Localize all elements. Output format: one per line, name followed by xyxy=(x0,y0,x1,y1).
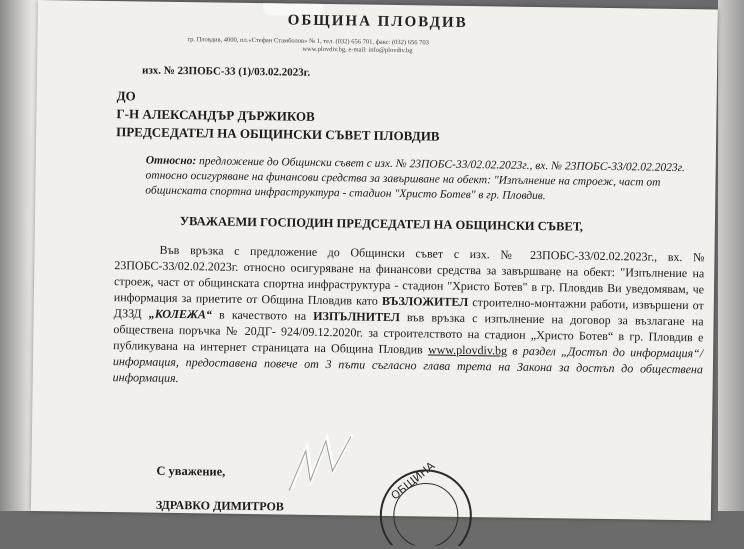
letterhead-title: ОБЩИНА ПЛОВДИВ xyxy=(287,12,468,32)
letterhead-address: гр. Пловдив, 4000, пл.«Стефан Стамболов» № 1, тел. (032) 656 701, факс: (032) 656 703 xyxy=(187,36,429,47)
official-stamp-icon xyxy=(370,455,481,547)
body-bold-contracting-authority: ВЪЗЛОЖИТЕЛ xyxy=(381,293,469,310)
website-link[interactable]: www.plovdiv.bg xyxy=(427,342,508,358)
letter-body xyxy=(113,241,705,393)
body-bold-contractor: ИЗПЪЛНИТЕЛ xyxy=(313,308,400,325)
signature-icon xyxy=(281,428,372,499)
salutation: УВАЖАЕМИ ГОСПОДИН ПРЕДСЕДАТЕЛ НА ОБЩИНСКИ СЪВЕТ, xyxy=(179,214,584,234)
body-text-3: в качеството на xyxy=(211,307,314,323)
letter-page xyxy=(31,0,718,520)
body-text-2: строително-монтажни работи, извършени от ДЗЗД xyxy=(113,295,704,321)
body-text-4: във връзка с изпълнение на договор за възлагане на обществена поръчка № 20ДГ- 924/09.12.2020г. за строителството на стадион „Христо Ботев“ в гр. Пловдив е публикувана на интернет страницата на Община Пловдив xyxy=(113,310,704,357)
body-text-1: Във връзка с предложение до Общински съвет с изх. № 23ПОБС-33/02.02.2023г., вх. № 23ПОБС-33/02.02.2023г. относно осигуряване на финансови средства за завършване на обект: "Изпълнение на строеж, част от общинската спортна инфраструктура - стадион "Христо Ботев" в гр. Пловдив Ви уведомявам, че информация за приетите от Община Пловдив като xyxy=(113,242,705,308)
body-italic-section: в раздел „Достъп до информация“/информация, предоставена повече от 3 пъти съгласно глава трета на Закона за достъп до обществена информация. xyxy=(112,343,704,386)
subject-text: предложение до Общински съвет с изх. № 23ПОБС-33/02.02.2023г., вх. № 23ПОБС-33/02.02.2023г. относно осигуряване на финансови средства за завършване на обект: "Изпълнение на строеж, част от общинската спортна инфраструктура - стадион "Христо Ботев" в гр. Пловдив. xyxy=(145,155,685,203)
recipient-title: ПРЕДСЕДАТЕЛ НА ОБЩИНСКИ СЪВЕТ ПЛОВДИВ xyxy=(116,124,440,144)
subject-label: Относно: xyxy=(145,154,197,168)
outgoing-reference: изх. № 23ПОБС-33 (1)/03.02.2023г. xyxy=(141,64,311,79)
subject-block xyxy=(145,154,706,207)
recipient-block xyxy=(116,87,440,146)
body-paragraph xyxy=(113,241,705,393)
recipient-to: ДО xyxy=(116,88,136,104)
signer-name: ЗДРАВКО ДИМИТРОВ xyxy=(155,497,284,514)
closing: С уважение, xyxy=(156,463,226,479)
recipient-name: Г-Н АЛЕКСАНДЪР ДЪРЖИКОВ xyxy=(116,106,315,124)
body-bold-kolezha: „КОЛЕЖА“ xyxy=(148,306,213,322)
desk-background-right xyxy=(718,0,744,511)
letterhead-web: www.plovdiv.bg, e-mail: info@plovdiv.bg xyxy=(302,45,413,55)
stamp-text: ОБЩИНА xyxy=(388,459,438,503)
